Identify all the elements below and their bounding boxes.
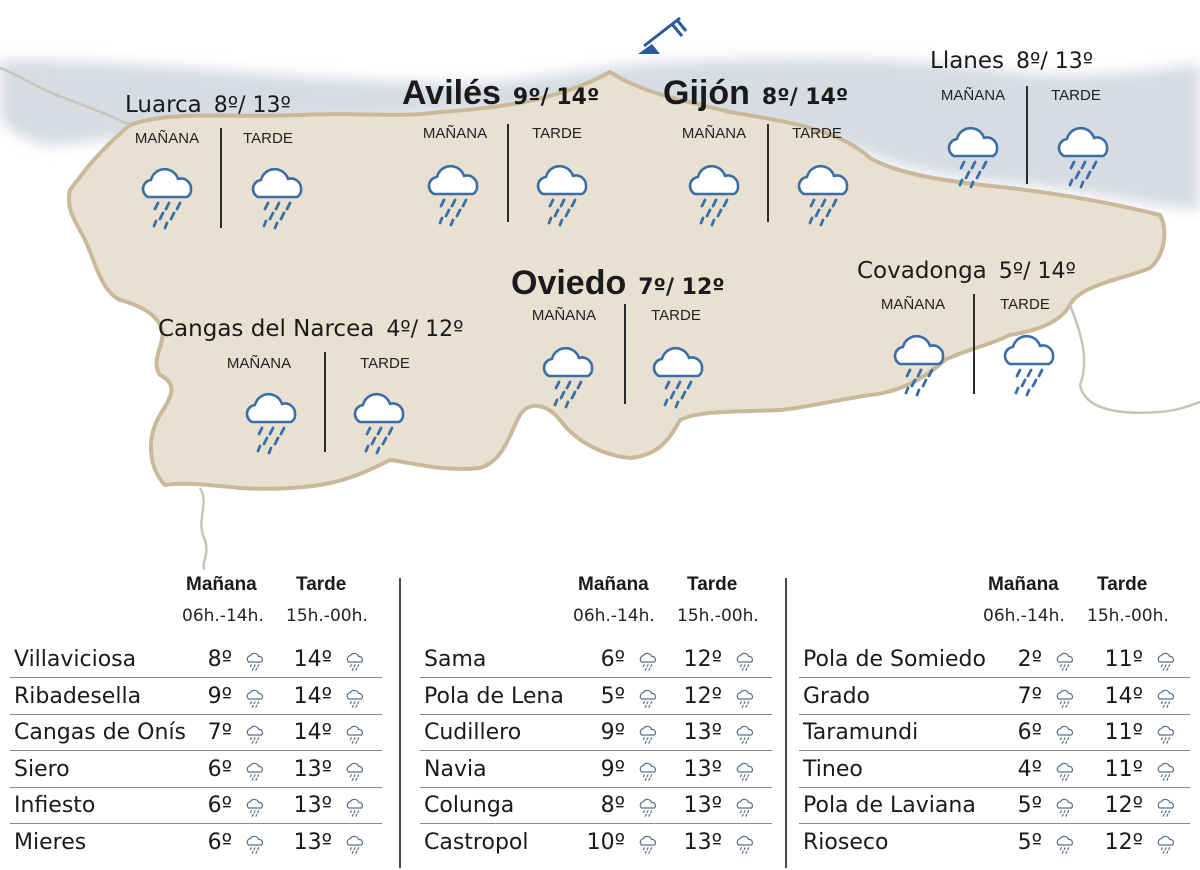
slot-separator xyxy=(220,128,222,228)
row-min-temp: 8º xyxy=(207,647,232,672)
row-min-temp: 7º xyxy=(207,720,232,745)
hours-morning: 06h.-14h. xyxy=(182,606,264,626)
slot-separator xyxy=(1026,86,1028,184)
row-min-temp: 5º xyxy=(1017,793,1042,818)
rain-cloud-icon xyxy=(344,724,366,746)
morning-label: MAÑANA xyxy=(940,87,1006,104)
row-location: Villaviciosa xyxy=(14,647,137,672)
rain-cloud-icon xyxy=(1155,834,1177,856)
row-min-temp: 7º xyxy=(1017,683,1042,709)
row-min-temp: 2º xyxy=(1017,647,1042,672)
rain-cloud-icon xyxy=(240,388,304,458)
row-max-temp: 13º xyxy=(293,756,332,782)
row-max-temp: 14º xyxy=(293,683,332,709)
hours-morning: 06h.-14h. xyxy=(983,606,1065,626)
rain-cloud-icon xyxy=(537,342,601,412)
rain-cloud-icon xyxy=(1054,797,1076,819)
rain-cloud-icon xyxy=(942,122,1006,192)
row-max-temp: 13º xyxy=(683,829,722,855)
city-temps: 5º/ 14º xyxy=(998,259,1076,284)
wind-vane-icon xyxy=(638,18,686,54)
row-min-temp: 5º xyxy=(600,683,625,709)
morning-label: MAÑANA xyxy=(422,125,488,142)
hours-afternoon: 15h.-00h. xyxy=(286,606,368,626)
row-min-temp: 9º xyxy=(600,756,625,782)
table-row xyxy=(10,641,382,678)
rain-cloud-icon xyxy=(637,724,659,746)
rain-cloud-icon xyxy=(734,761,756,783)
row-max-temp: 13º xyxy=(293,793,332,818)
border-line xyxy=(200,488,206,570)
rain-cloud-icon xyxy=(1054,724,1076,746)
rain-cloud-icon xyxy=(683,160,747,230)
row-location: Pola de Lena xyxy=(424,683,564,709)
rain-cloud-icon xyxy=(244,724,266,746)
city-temps: 9º/ 14º xyxy=(512,85,600,110)
rain-cloud-icon xyxy=(344,688,366,710)
table-row xyxy=(10,787,382,824)
rain-cloud-icon xyxy=(136,163,200,233)
header-morning: Mañana xyxy=(186,574,257,595)
row-max-temp: 11º xyxy=(1104,720,1143,745)
header-morning: Mañana xyxy=(988,574,1059,595)
rain-cloud-icon xyxy=(734,724,756,746)
slot-separator xyxy=(507,124,509,222)
row-max-temp: 12º xyxy=(1104,793,1143,818)
row-min-temp: 6º xyxy=(1017,720,1042,745)
morning-label: MAÑANA xyxy=(681,125,747,142)
table-row xyxy=(799,787,1190,824)
city-label-gijon xyxy=(663,74,848,113)
row-min-temp: 9º xyxy=(600,720,625,745)
city-label-oviedo xyxy=(511,264,725,303)
table-row xyxy=(10,824,382,860)
rain-cloud-icon xyxy=(637,797,659,819)
table-row xyxy=(420,824,772,860)
table-row xyxy=(799,714,1190,751)
rain-cloud-icon xyxy=(344,761,366,783)
row-location: Tineo xyxy=(803,756,863,782)
city-label-aviles xyxy=(402,74,599,113)
row-max-temp: 14º xyxy=(293,720,332,745)
rain-cloud-icon xyxy=(1155,761,1177,783)
afternoon-label: TARDE xyxy=(243,130,293,147)
row-min-temp: 4º xyxy=(1017,756,1042,782)
row-max-temp: 13º xyxy=(683,793,722,818)
row-min-temp: 8º xyxy=(600,793,625,818)
slot-separator xyxy=(624,304,626,404)
row-max-temp: 13º xyxy=(683,720,722,745)
morning-label: MAÑANA xyxy=(226,355,292,372)
rain-cloud-icon xyxy=(888,330,952,400)
table-row xyxy=(420,787,772,824)
slot-separator xyxy=(767,124,769,222)
table-row xyxy=(799,678,1190,715)
hours-afternoon: 15h.-00h. xyxy=(1087,606,1169,626)
row-location: Navia xyxy=(424,756,487,782)
rain-cloud-icon xyxy=(734,651,756,673)
rain-cloud-icon xyxy=(1052,122,1116,192)
rain-cloud-icon xyxy=(637,834,659,856)
row-location: Infiesto xyxy=(14,793,96,818)
row-min-temp: 9º xyxy=(207,683,232,709)
table-row xyxy=(10,751,382,788)
row-location: Mieres xyxy=(14,829,87,855)
rain-cloud-icon xyxy=(531,160,595,230)
row-max-temp: 12º xyxy=(683,647,722,672)
row-location: Sama xyxy=(424,647,487,672)
rain-cloud-icon xyxy=(1054,651,1076,673)
city-name: Oviedo xyxy=(511,264,627,302)
city-label-llanes xyxy=(930,48,1093,74)
afternoon-label: TARDE xyxy=(1000,296,1050,313)
table-row xyxy=(420,751,772,788)
row-min-temp: 6º xyxy=(207,756,232,782)
header-morning: Mañana xyxy=(578,574,649,595)
header-afternoon: Tarde xyxy=(296,574,347,595)
morning-label: MAÑANA xyxy=(531,307,597,324)
hours-morning: 06h.-14h. xyxy=(573,606,655,626)
rain-cloud-icon xyxy=(344,834,366,856)
slot-separator xyxy=(324,352,326,452)
table-row xyxy=(420,641,772,678)
row-location: Cangas de Onís xyxy=(14,720,187,745)
rain-cloud-icon xyxy=(1054,688,1076,710)
city-temps: 8º/ 13º xyxy=(213,93,291,118)
row-location: Rioseco xyxy=(803,829,889,855)
row-location: Castropol xyxy=(424,829,529,855)
table-row xyxy=(420,714,772,751)
afternoon-label: TARDE xyxy=(792,125,842,142)
rain-cloud-icon xyxy=(734,797,756,819)
rain-cloud-icon xyxy=(344,651,366,673)
row-min-temp: 10º xyxy=(586,829,625,855)
rain-cloud-icon xyxy=(734,688,756,710)
rain-cloud-icon xyxy=(244,761,266,783)
morning-label: MAÑANA xyxy=(134,130,200,147)
table-divider xyxy=(785,578,787,868)
city-label-cangas-del-narcea xyxy=(158,316,463,342)
afternoon-label: TARDE xyxy=(1051,87,1101,104)
row-min-temp: 6º xyxy=(600,647,625,672)
afternoon-label: TARDE xyxy=(360,355,410,372)
city-temps: 4º/ 12º xyxy=(386,317,464,342)
table-row xyxy=(420,678,772,715)
rain-cloud-icon xyxy=(1155,688,1177,710)
rain-cloud-icon xyxy=(647,342,711,412)
rain-cloud-icon xyxy=(1155,724,1177,746)
city-temps: 8º/ 13º xyxy=(1016,49,1094,74)
header-afternoon: Tarde xyxy=(1097,574,1148,595)
row-min-temp: 6º xyxy=(207,829,232,855)
table-row xyxy=(10,678,382,715)
city-name: Gijón xyxy=(663,74,750,112)
row-max-temp: 11º xyxy=(1104,756,1143,782)
row-location: Grado xyxy=(803,683,870,709)
row-min-temp: 6º xyxy=(207,793,232,818)
city-name: Covadonga xyxy=(857,258,987,284)
rain-cloud-icon xyxy=(637,761,659,783)
row-max-temp: 11º xyxy=(1104,647,1143,672)
row-location: Siero xyxy=(14,756,70,782)
row-max-temp: 14º xyxy=(293,647,332,672)
header-afternoon: Tarde xyxy=(687,574,738,595)
rain-cloud-icon xyxy=(348,388,412,458)
city-name: Cangas del Narcea xyxy=(158,316,375,342)
hours-afternoon: 15h.-00h. xyxy=(677,606,759,626)
rain-cloud-icon xyxy=(637,688,659,710)
row-max-temp: 13º xyxy=(683,756,722,782)
rain-cloud-icon xyxy=(244,651,266,673)
row-location: Pola de Somiedo xyxy=(803,647,986,672)
city-temps: 8º/ 14º xyxy=(761,85,849,110)
row-min-temp: 5º xyxy=(1017,829,1042,855)
row-max-temp: 14º xyxy=(1104,683,1143,709)
rain-cloud-icon xyxy=(1155,651,1177,673)
row-location: Taramundi xyxy=(803,720,919,745)
rain-cloud-icon xyxy=(1054,834,1076,856)
table-row xyxy=(799,824,1190,860)
rain-cloud-icon xyxy=(344,797,366,819)
city-label-covadonga xyxy=(857,258,1076,284)
row-location: Colunga xyxy=(424,793,515,818)
table-divider xyxy=(399,578,401,868)
morning-label: MAÑANA xyxy=(880,296,946,313)
rain-cloud-icon xyxy=(244,834,266,856)
row-max-temp: 13º xyxy=(293,829,332,855)
table-row xyxy=(799,641,1190,678)
table-row xyxy=(10,714,382,751)
table-row xyxy=(799,751,1190,788)
rain-cloud-icon xyxy=(422,160,486,230)
rain-cloud-icon xyxy=(792,160,856,230)
afternoon-label: TARDE xyxy=(532,125,582,142)
afternoon-label: TARDE xyxy=(651,307,701,324)
city-name: Avilés xyxy=(402,74,501,112)
row-max-temp: 12º xyxy=(683,683,722,709)
row-location: Ribadesella xyxy=(14,683,142,709)
row-location: Pola de Laviana xyxy=(803,793,976,818)
city-temps: 7º/ 12º xyxy=(638,275,725,300)
rain-cloud-icon xyxy=(244,797,266,819)
row-location: Cudillero xyxy=(424,720,522,745)
rain-cloud-icon xyxy=(734,834,756,856)
city-label-luarca xyxy=(125,92,291,118)
rain-cloud-icon xyxy=(244,688,266,710)
rain-cloud-icon xyxy=(637,651,659,673)
city-name: Luarca xyxy=(125,92,202,118)
slot-separator xyxy=(973,294,975,394)
rain-cloud-icon xyxy=(1054,761,1076,783)
rain-cloud-icon xyxy=(1155,797,1177,819)
rain-cloud-icon xyxy=(998,330,1062,400)
border-line xyxy=(1070,305,1200,413)
row-max-temp: 12º xyxy=(1104,829,1143,855)
city-name: Llanes xyxy=(930,48,1005,74)
rain-cloud-icon xyxy=(246,163,310,233)
